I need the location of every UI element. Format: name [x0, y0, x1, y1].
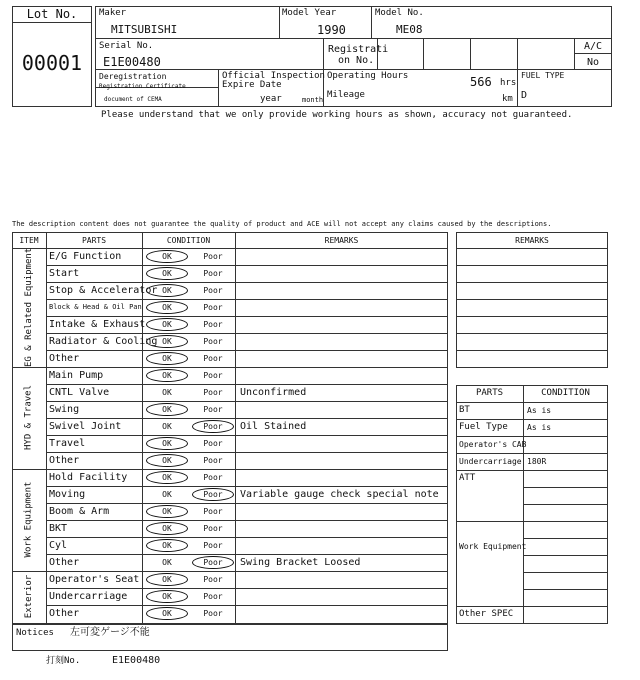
bt-label: BT — [459, 405, 470, 415]
part-name: Operator's Seat — [49, 574, 140, 585]
condition-ok-option: OK — [162, 286, 172, 295]
under-label: Undercarriage — [459, 457, 522, 466]
selected-condition-mark — [146, 335, 188, 348]
condition-poor-option: Poor — [203, 405, 223, 414]
condition-poor-option: Poor — [203, 269, 223, 278]
selected-condition-mark — [192, 488, 234, 501]
selected-condition-mark — [146, 267, 188, 280]
year-label: year — [260, 94, 282, 104]
part-name: Swing — [49, 404, 80, 415]
condition-poor-option: Poor — [203, 507, 223, 516]
condition-poor-option: Poor — [203, 320, 223, 329]
condition-ok-option: OK — [162, 303, 172, 312]
condition-ok-option: OK — [162, 354, 172, 363]
remark-text: Oil Stained — [240, 421, 307, 432]
part-name: Start — [49, 268, 80, 279]
part-name: Intake & Exhaust — [49, 319, 146, 330]
serial-label: Serial No. — [99, 41, 154, 51]
remark-text: Swing Bracket Loosed — [240, 557, 361, 568]
condition-ok-option: OK — [162, 337, 172, 346]
selected-condition-mark — [146, 471, 188, 484]
fuel-type-value: D — [521, 90, 528, 101]
condition-ok-option: OK — [162, 575, 172, 584]
selected-condition-mark — [146, 284, 188, 297]
group-label: Work Equipment — [23, 481, 34, 558]
selected-condition-mark — [146, 318, 188, 331]
condition-ok-option: OK — [162, 524, 172, 533]
condition-poor-option: Poor — [203, 388, 223, 397]
part-name: Undercarriage — [49, 591, 128, 602]
selected-condition-mark — [146, 369, 188, 382]
selected-condition-mark — [146, 573, 188, 586]
part-name: Other — [49, 608, 80, 619]
condition-poor-option: Poor — [203, 490, 223, 499]
stamp-value: E1E00480 — [112, 655, 161, 666]
remark-text: Variable gauge check special note — [240, 489, 439, 500]
selected-condition-mark — [146, 403, 188, 416]
maker-label: Maker — [99, 8, 127, 18]
right-col-condition: CONDITION — [541, 388, 590, 398]
condition-poor-option: Poor — [203, 252, 223, 261]
part-name: Hold Facility — [49, 472, 128, 483]
cab-label: Operator's CAB — [459, 440, 527, 449]
model-no-label: Model No. — [375, 8, 424, 18]
month-label: month — [302, 96, 324, 104]
right-remarks-frame — [456, 232, 608, 368]
condition-poor-option: Poor — [203, 422, 223, 431]
model-no-value: ME08 — [396, 23, 423, 36]
condition-ok-option: OK — [162, 252, 172, 261]
spec-label: Other SPEC — [459, 609, 514, 619]
ac-value: No — [586, 57, 600, 68]
registration-label-2: on No. — [338, 55, 375, 66]
condition-poor-option: Poor — [203, 337, 223, 346]
condition-ok-option: OK — [162, 507, 172, 516]
condition-poor-option: Poor — [203, 303, 223, 312]
condition-poor-option: Poor — [203, 286, 223, 295]
condition-ok-option: OK — [162, 388, 172, 397]
work-label: Work Equipment — [459, 542, 527, 551]
operating-hours-value: 566 — [470, 75, 492, 89]
selected-condition-mark — [146, 352, 188, 365]
notices-label: Notices — [16, 628, 54, 638]
part-name: Main Pump — [49, 370, 104, 381]
part-name: Cyl — [49, 540, 68, 551]
part-name: Boom & Arm — [49, 506, 110, 517]
model-year-value: 1990 — [317, 23, 346, 37]
bt-value: As is — [527, 406, 552, 415]
selected-condition-mark — [146, 301, 188, 314]
stamp-label: 打刻No. — [46, 656, 81, 666]
hours-disclaimer: Please understand that we only provide working hours as shown, accuracy not guaranteed. — [101, 110, 573, 120]
lot-value: 00001 — [21, 51, 83, 75]
selected-condition-mark — [146, 607, 188, 620]
model-year-label: Model Year — [282, 8, 337, 18]
part-name: Other — [49, 353, 80, 364]
cema-label: document of CEMA — [104, 96, 162, 103]
km-unit: km — [502, 94, 513, 104]
part-name: Travel — [49, 438, 86, 449]
under-value: 180R — [527, 457, 547, 466]
part-name: Moving — [49, 489, 86, 500]
condition-ok-option: OK — [162, 320, 172, 329]
hrs-unit: hrs — [500, 78, 517, 88]
condition-ok-option: OK — [162, 405, 172, 414]
fuel-type-label: FUEL TYPE — [521, 71, 565, 80]
condition-ok-option: OK — [162, 439, 172, 448]
condition-ok-option: OK — [162, 541, 172, 550]
condition-ok-option: OK — [162, 456, 172, 465]
condition-poor-option: Poor — [203, 371, 223, 380]
maker-value: MITSUBISHI — [111, 23, 178, 36]
part-name: Other — [49, 455, 80, 466]
selected-condition-mark — [146, 590, 188, 603]
col-condition: CONDITION — [166, 236, 211, 245]
condition-poor-option: Poor — [203, 524, 223, 533]
condition-ok-option: OK — [162, 473, 172, 482]
part-name: Other — [49, 557, 80, 568]
inspection-label-1: Official Inspection — [222, 71, 325, 81]
selected-condition-mark — [146, 454, 188, 467]
part-name: Radiator & Cooling — [49, 336, 158, 347]
mileage-label: Mileage — [327, 90, 365, 100]
condition-poor-option: Poor — [203, 541, 223, 550]
condition-ok-option: OK — [162, 490, 172, 499]
condition-poor-option: Poor — [203, 456, 223, 465]
condition-poor-option: Poor — [203, 575, 223, 584]
part-name: Block & Head & Oil Pan — [49, 303, 142, 311]
condition-ok-option: OK — [162, 269, 172, 278]
part-name: BKT — [49, 523, 68, 534]
selected-condition-mark — [146, 250, 188, 263]
fuel-label: Fuel Type — [459, 422, 508, 432]
condition-poor-option: Poor — [203, 354, 223, 363]
att-label: ATT — [459, 473, 476, 483]
condition-poor-option: Poor — [203, 609, 223, 618]
part-name: Swivel Joint — [49, 421, 122, 432]
selected-condition-mark — [146, 522, 188, 535]
col-item: ITEM — [19, 236, 39, 245]
condition-ok-option: OK — [162, 422, 172, 431]
col-remarks: REMARKS — [324, 236, 359, 245]
condition-ok-option: OK — [162, 371, 172, 380]
col-parts: PARTS — [81, 236, 107, 245]
group-label: Exterior — [23, 574, 34, 618]
part-name: E/G Function — [49, 251, 122, 262]
group-label: HYD & Travel — [23, 384, 34, 451]
condition-ok-option: OK — [162, 558, 172, 567]
remark-text: Unconfirmed — [240, 387, 307, 398]
selected-condition-mark — [146, 539, 188, 552]
condition-ok-option: OK — [162, 609, 172, 618]
condition-poor-option: Poor — [203, 473, 223, 482]
selected-condition-mark — [146, 437, 188, 450]
description-disclaimer: The description content does not guarantee the quality of product and ACE will not accept any claims caused by the descriptions. — [12, 220, 552, 228]
registration-label-1: Registrati — [328, 44, 389, 55]
selected-condition-mark — [192, 556, 234, 569]
condition-poor-option: Poor — [203, 439, 223, 448]
condition-ok-option: OK — [162, 592, 172, 601]
fuel-value: As is — [527, 423, 552, 432]
deregistration-label: Deregistration — [99, 72, 167, 81]
right-remarks-header: REMARKS — [515, 236, 549, 245]
right-col-parts: PARTS — [475, 388, 504, 398]
inspection-label-2: Expire Date — [222, 80, 282, 90]
part-name: CNTL Valve — [49, 387, 110, 398]
selected-condition-mark — [192, 420, 234, 433]
selected-condition-mark — [146, 505, 188, 518]
group-label: EG & Related Equipment — [23, 247, 34, 367]
operating-hours-label: Operating Hours — [327, 71, 409, 81]
part-name: Stop & Accelerator — [49, 285, 158, 296]
lot-label: Lot No. — [26, 7, 78, 21]
notices-value: 左可変ゲージ不能 — [70, 627, 150, 638]
condition-poor-option: Poor — [203, 592, 223, 601]
ac-label: A/C — [583, 41, 603, 52]
registration-cert-label: Registration Certificate — [99, 83, 186, 90]
serial-value: E1E00480 — [103, 55, 161, 69]
condition-poor-option: Poor — [203, 558, 223, 567]
